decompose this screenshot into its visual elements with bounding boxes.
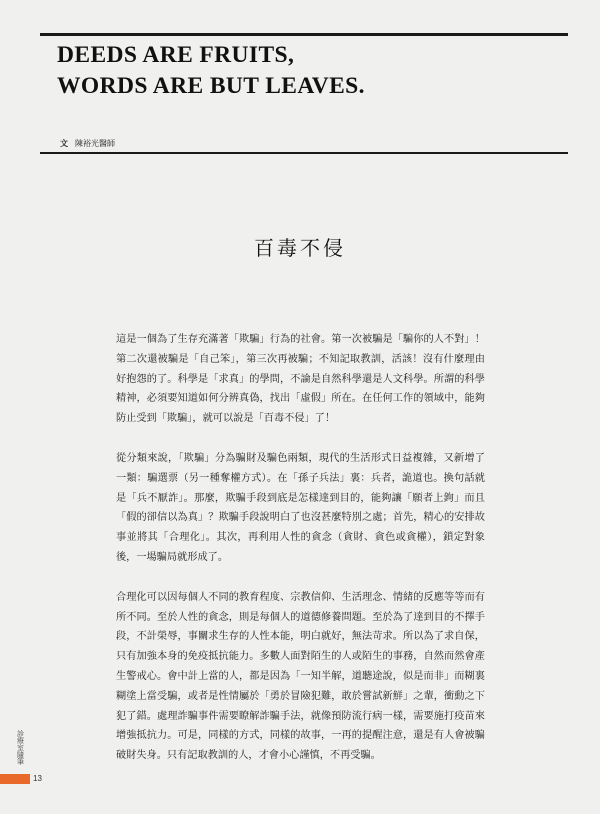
headline-line-1: DEEDS ARE FRUITS, [57,42,295,68]
section-rule [40,152,568,154]
page-accent-tab [0,774,30,784]
byline [60,138,115,149]
top-rule [40,33,568,36]
paragraph-3: 合理化可以因每個人不同的教育程度、宗教信仰、生活理念、情緒的反應等等而有所不同。至於人性的貪念，則是每個人的道德修養問題。至於為了達到目的不擇手段，不計榮辱，事關求生存的人性本能，明白就好，無法苛求。所以為了求自保，只有加強本身的免疫抵抗能力。多數人面對陌生的人或陌生的事務，自然而然會產生警戒心。會中計上當的人，都是因為「一知半解，道聽途說，似是而非」而糊裏糊塗上當受騙，或者是性情屬於「勇於冒險犯難，敢於嘗試新鮮」之輩，衝動之下犯了錯。處理詐騙事件需要瞭解詐騙手法，就像預防流行病一樣，需要施打疫苗來增強抵抗力。可是，同樣的方式，同樣的故事，一再的提醒注意，還是有人會被騙破財失身。只有記取教訓的人，才會小心謹慎，不再受騙。 [116,591,485,762]
paragraph-1: 這是一個為了生存充滿著「欺騙」行為的社會。第一次被騙是「騙你的人不對」！第二次還被騙是「自己笨」，第三次再被騙；不知記取教訓，活該！沒有什麼理由好抱怨的了。科學是「求真」的學問，不論是自然科學還是人文科學。所謂的科學精神，必須要知道如何分辨真偽，找出「虛假」所在。在任何工作的領域中，能夠防止受到「欺騙」，就可以說是「百毒不侵」了！ [116,334,485,425]
article-body [116,330,485,786]
byline-author: 陳裕光醫師 [75,139,115,148]
headline [57,40,557,102]
article-title: 百毒不侵 [254,236,346,260]
byline-prefix: 文 [60,138,68,148]
page-number: 13 [33,774,42,783]
paragraph-2: 從分類來說，「欺騙」分為騙財及騙色兩類，現代的生活形式日益複雜，又新增了一類：騙選票（另一種奪權方式）。在「孫子兵法」裏：兵者，詭道也。換句話就是「兵不厭詐」。那麼，欺騙手段到底是怎樣達到目的，能夠讓「願者上鉤」而且「假的卻信以為真」？欺騙手段說明白了也沒甚麼特別之處；首先，精心的安排故事並將其「合理化」。其次，再利用人性的貪念（貪財、貪色或貪權），鎖定對象後，一場騙局就形成了。 [116,452,485,563]
headline-line-2: WORDS ARE BUT LEAVES. [57,73,365,99]
section-label: 診療室隨筆 [16,730,25,765]
